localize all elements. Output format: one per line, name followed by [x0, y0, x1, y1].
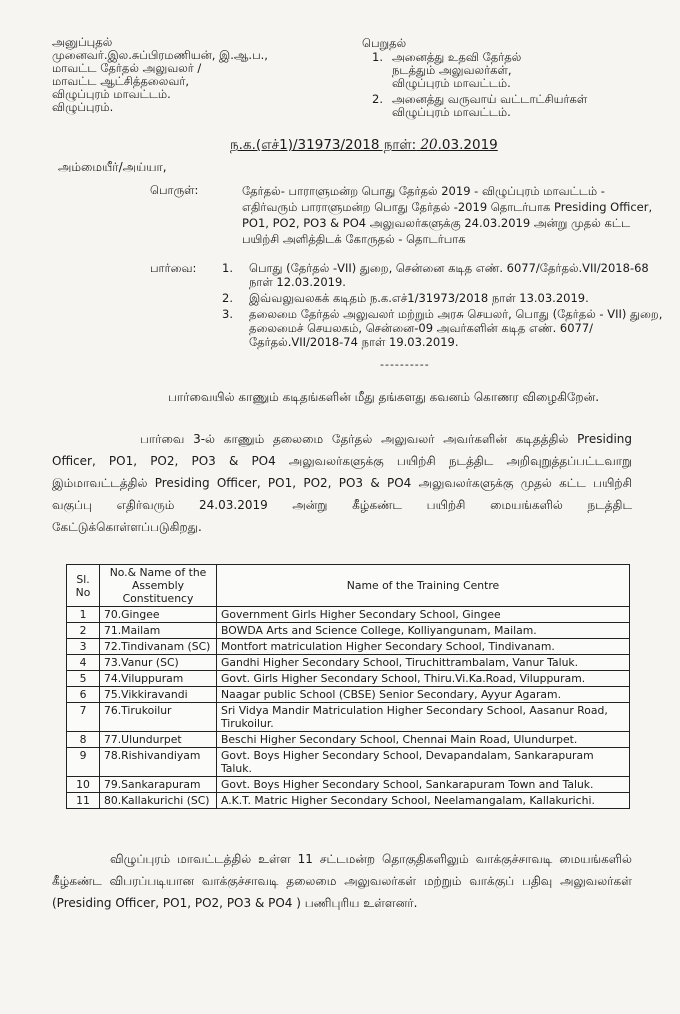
row-constituency: 77.Ulundurpet [100, 732, 217, 748]
paragraph-2 [52, 428, 632, 538]
reference-text: பொது (தேர்தல் -VII) துறை, சென்னை கடித எண். 6077/தேர்தல்.VII/2018-68 நாள் 12.03.2019. [249, 261, 649, 289]
row-sl-no: 4 [67, 655, 100, 671]
divider: ---------- [380, 358, 430, 371]
sender-line: மாவட்ட ஆட்சித்தலைவர், [52, 74, 190, 88]
row-sl-no: 11 [67, 793, 100, 809]
row-sl-no: 10 [67, 777, 100, 793]
row-constituency: 80.Kallakurichi (SC) [100, 793, 217, 809]
paragraph-1: பார்வையில் காணும் கடிதங்களின் மீது தங்களது கவனம் கொணர விழைகிறேன். [168, 390, 600, 404]
reference-number-label: 3. [222, 307, 233, 321]
row-sl-no: 5 [67, 671, 100, 687]
row-sl-no: 3 [67, 639, 100, 655]
reference-prefix: ந.க.(எச்1)/31973/2018 நாள்: [230, 137, 417, 153]
row-training-centre: Govt. Boys Higher Secondary School, Devapandalam, Sankarapuram Taluk. [217, 748, 630, 777]
recipient-line: விழுப்புரம் மாவட்டம். [392, 105, 511, 119]
row-training-centre: Govt. Boys Higher Secondary School, Sankarapuram Town and Taluk. [217, 777, 630, 793]
recipient-line: அனைத்து உதவி தேர்தல் [392, 50, 522, 64]
sender-line: முனைவர்.இல.சுப்பிரமணியன், இ.ஆ.ப., [52, 48, 268, 62]
training-centres-table [66, 564, 630, 809]
reference-text: தலைமை தேர்தல் அலுவலர் மற்றும் அரசு செயலர், பொது (தேர்தல் - VII) துறை, தலைமைச் செயலகம், சென்னை-09 அவர்களின் கடித எண். 6077/தேர்தல்.VII/2018-74 நாள் 19.03.2019. [249, 307, 663, 349]
recipient-item [372, 51, 521, 90]
row-constituency: 74.Viluppuram [100, 671, 217, 687]
recipient-line: விழுப்புரம் மாவட்டம். [392, 76, 511, 90]
row-training-centre: Montfort matriculation Higher Secondary School, Tindivanam. [217, 639, 630, 655]
recipient-item [372, 93, 587, 119]
table-row [67, 639, 630, 655]
reference-item [222, 307, 672, 349]
row-sl-no: 8 [67, 732, 100, 748]
reference-text: இவ்வலுவலகக் கடிதம் ந.க.எச்1/31973/2018 நாள் 13.03.2019. [249, 291, 589, 305]
paragraph-3 [52, 848, 632, 914]
sender-line: விழுப்புரம் மாவட்டம். [52, 87, 171, 101]
row-training-centre: Government Girls Higher Secondary School, Gingee [217, 607, 630, 623]
row-training-centre: Naagar public School (CBSE) Senior Secondary, Ayyur Agaram. [217, 687, 630, 703]
table-row [67, 703, 630, 732]
reference-item [222, 291, 672, 305]
row-sl-no: 1 [67, 607, 100, 623]
row-constituency: 76.Tirukoilur [100, 703, 217, 732]
table-row [67, 777, 630, 793]
reference-number-label: 1. [222, 261, 233, 275]
row-sl-no: 6 [67, 687, 100, 703]
paragraph-3-text: விழுப்புரம் மாவட்டத்தில் உள்ள 11 சட்டமன்ற தொகுதிகளிலும் வாக்குச்சாவடி மையங்களில் கீழ்கண்ட விபரப்படியான வாக்குச்சாவடி தலைமை அலுவலர்கள் மற்றும் வாக்குப் பதிவு அலுவலர்கள் (Presiding Officer, PO1, PO2, PO3 & PO4 ) பணிபுரிய உள்ளனர். [52, 852, 632, 910]
recipient-number: 2. [372, 92, 383, 106]
recipient-number: 1. [372, 50, 383, 64]
row-constituency: 71.Mailam [100, 623, 217, 639]
table-header-row [67, 565, 630, 607]
header-training-centre: Name of the Training Centre [217, 565, 630, 607]
row-constituency: 72.Tindivanam (SC) [100, 639, 217, 655]
row-sl-no: 9 [67, 748, 100, 777]
salutation: அம்மையீர்/அய்யா, [58, 160, 167, 174]
table-body [67, 607, 630, 809]
row-sl-no: 7 [67, 703, 100, 732]
references-list [222, 261, 672, 351]
row-training-centre: Govt. Girls Higher Secondary School, Thiru.Vi.Ka.Road, Viluppuram. [217, 671, 630, 687]
table-row [67, 623, 630, 639]
paragraph-2-text: பார்வை 3-ல் காணும் தலைமை தேர்தல் அலுவலர் அவர்களின் கடிதத்தில் Presiding Officer, PO1, PO2, PO3 & PO4 அலுவலர்களுக்கு பயிற்சி நடத்திட அறிவுறுத்தப்பட்டவாறு இம்மாவட்டத்தில் Presiding Officer, PO1, PO2, PO3 & PO4 அலுவலர்களுக்கு முதல் கட்ட பயிற்சி வகுப்பு எதிர்வரும் 24.03.2019 அன்று கீழ்கண்ட பயிற்சி மையங்களில் நடத்திட கேட்டுக்கொள்ளப்படுகிறது. [52, 432, 632, 534]
table-row [67, 793, 630, 809]
row-constituency: 73.Vanur (SC) [100, 655, 217, 671]
table-row [67, 671, 630, 687]
handwritten-date: 20 [420, 137, 438, 153]
table-row [67, 748, 630, 777]
row-constituency: 79.Sankarapuram [100, 777, 217, 793]
table-row [67, 732, 630, 748]
subject-text: தேர்தல்- பாராளுமன்ற பொது தேர்தல் 2019 - விழுப்புரம் மாவட்டம் - எதிர்வரும் பாராளுமன்ற பொது தேர்தல் -2019 தொடர்பாக Presiding Officer, PO1, PO2, PO3 & PO4 அலுவலர்களுக்கு 24.03.2019 அன்று முதல் கட்ட பயிற்சி அளித்திடக் கோருதல் - தொடர்பாக [242, 184, 653, 246]
table-row [67, 607, 630, 623]
row-training-centre: Gandhi Higher Secondary School, Tiruchittrambalam, Vanur Taluk. [217, 655, 630, 671]
row-constituency: 75.Vikkiravandi [100, 687, 217, 703]
header-sl-no: Sl. No [67, 565, 100, 607]
row-training-centre: Beschi Higher Secondary School, Chennai Main Road, Ulundurpet. [217, 732, 630, 748]
row-sl-no: 2 [67, 623, 100, 639]
table-row [67, 687, 630, 703]
recipient-line: நடத்தும் அலுவலர்கள், [392, 63, 512, 77]
reference-item [222, 261, 672, 289]
row-constituency: 78.Rishivandiyam [100, 748, 217, 777]
header-constituency: No.& Name of the Assembly Constituency [100, 565, 217, 607]
row-constituency: 70.Gingee [100, 607, 217, 623]
reference-number [230, 137, 498, 155]
references-label: பார்வை: [150, 261, 197, 275]
sender-heading: அனுப்புதல் [52, 35, 113, 49]
row-training-centre: A.K.T. Matric Higher Secondary School, Neelamangalam, Kallakurichi. [217, 793, 630, 809]
sender-block [52, 36, 268, 114]
table-row [67, 655, 630, 671]
recipient-line: அனைத்து வருவாய் வட்டாட்சியர்கள் [392, 92, 588, 106]
reference-date-suffix: .03.2019 [437, 137, 498, 153]
row-training-centre: Sri Vidya Mandir Matriculation Higher Secondary School, Aasanur Road, Tirukoilur. [217, 703, 630, 732]
sender-line: விழுப்புரம். [52, 100, 114, 114]
recipient-heading: பெறுதல் [362, 36, 407, 50]
sender-line: மாவட்ட தேர்தல் அலுவலர் / [52, 61, 202, 75]
reference-number-label: 2. [222, 291, 233, 305]
row-training-centre: BOWDA Arts and Science College, Kolliyangunam, Mailam. [217, 623, 630, 639]
subject-label: பொருள்: [150, 183, 199, 197]
